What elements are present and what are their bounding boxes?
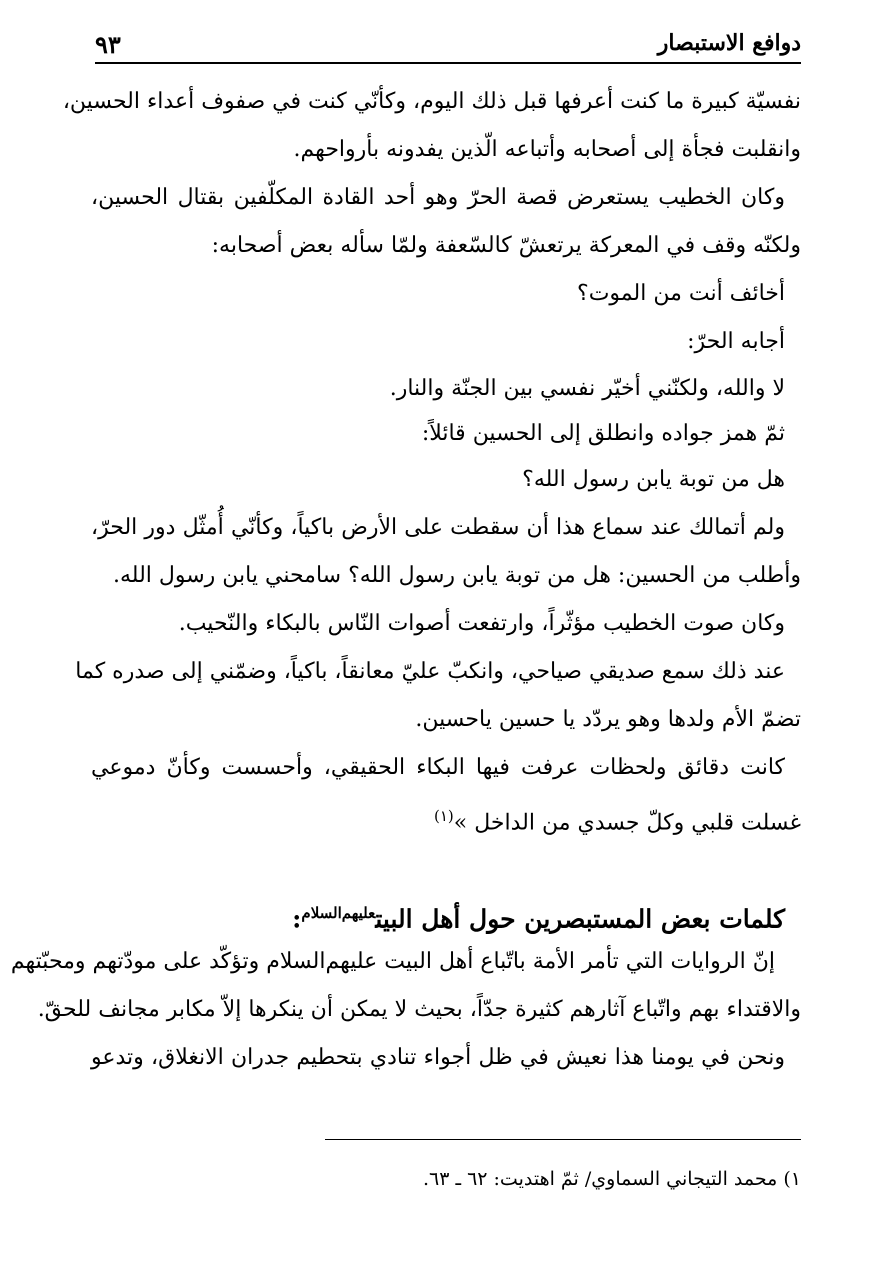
- section-line-3: ونحن في يومنا هذا نعيش في ظل أجواء تنادي بتحطيم جدران الانغلاق، وتدعو: [91, 1045, 785, 1070]
- page-number: ٩٣: [95, 30, 121, 59]
- running-title: دوافع الاستبصار: [657, 30, 801, 56]
- body-line-9: هل من توبة يابن رسول الله؟: [522, 467, 785, 492]
- body-line-15: كانت دقائق ولحظات عرفت فيها البكاء الحقيقي، وأحسست وكأنّ دموعي: [91, 755, 785, 780]
- section-heading-colon: :: [292, 904, 302, 934]
- body-line-13: عند ذلك سمع صديقي صياحي، وانكبّ عليّ معانقاً، باكياً، وضمّني إلى صدره كما: [75, 659, 785, 684]
- section-line-2: والاقتداء بهم واتّباع آثارهم كثيرة جدّاً، بحيث لا يمكن أن ينكرها إلاّ مكابر مجانف للحقّ.: [37, 997, 801, 1022]
- body-line-12: وكان صوت الخطيب مؤثّراً، وارتفعت أصوات النّاس بالبكاء والنّحيب.: [178, 611, 785, 636]
- body-line-11: وأطلب من الحسين: هل من توبة يابن رسول الله؟ سامحني يابن رسول الله.: [113, 563, 801, 588]
- footnote-reference: (١): [433, 807, 454, 825]
- body-line-10: ولم أتمالك عند سماع هذا أن سقطت على الأرض باكياً، وكأنّي أُمثّل دور الحرّ،: [91, 515, 785, 540]
- body-line-7: لا والله، ولكنّني أخيّر نفسي بين الجنّة والنار.: [389, 376, 785, 401]
- body-line-6: أجابه الحرّ:: [687, 329, 785, 354]
- body-line-16-text: غسلت قلبي وكلّ جسدي من الداخل »: [453, 810, 801, 836]
- body-line-14: تضمّ الأم ولدها وهو يردّد يا حسين ياحسين.: [415, 707, 801, 732]
- body-line-4: ولكنّه وقف في المعركة يرتعشّ كالسّعفة ولمّا سأله بعض أصحابه:: [211, 233, 801, 258]
- section-line-1: إنّ الروايات التي تأمر الأمة باتّباع أهل البيت عليهم‌السلام وتؤكّد على مودّتهم ومحبّتهم: [10, 949, 775, 974]
- section-heading-text: كلمات بعض المستبصرين حول أهل البيت: [375, 904, 785, 934]
- body-line-3: وكان الخطيب يستعرض قصة الحرّ وهو أحد القادة المكلّفين بقتال الحسين،: [91, 185, 785, 210]
- footnote-1: ١) محمد التيجاني السماوي/ ثمّ اهتديت: ٦٢ ـ ٦٣.: [422, 1168, 801, 1190]
- footnote-rule: [325, 1139, 801, 1140]
- header-rule: [95, 62, 801, 64]
- body-line-1: نفسيّة كبيرة ما كنت أعرفها قبل ذلك اليوم، وكأنّي كنت في صفوف أعداء الحسين،: [62, 89, 801, 114]
- body-line-2: وانقلبت فجأة إلى أصحابه وأتباعه الّذين يفدونه بأرواحهم.: [293, 137, 801, 162]
- section-heading: [292, 893, 785, 939]
- page-header: [95, 26, 801, 62]
- body-line-16: [91, 796, 801, 843]
- body-line-5: أخائف أنت من الموت؟: [577, 281, 785, 306]
- section-heading-honorific: عليهم‌السلام: [301, 904, 376, 922]
- body-line-8: ثمّ همز جواده وانطلق إلى الحسين قائلاً:: [421, 421, 785, 446]
